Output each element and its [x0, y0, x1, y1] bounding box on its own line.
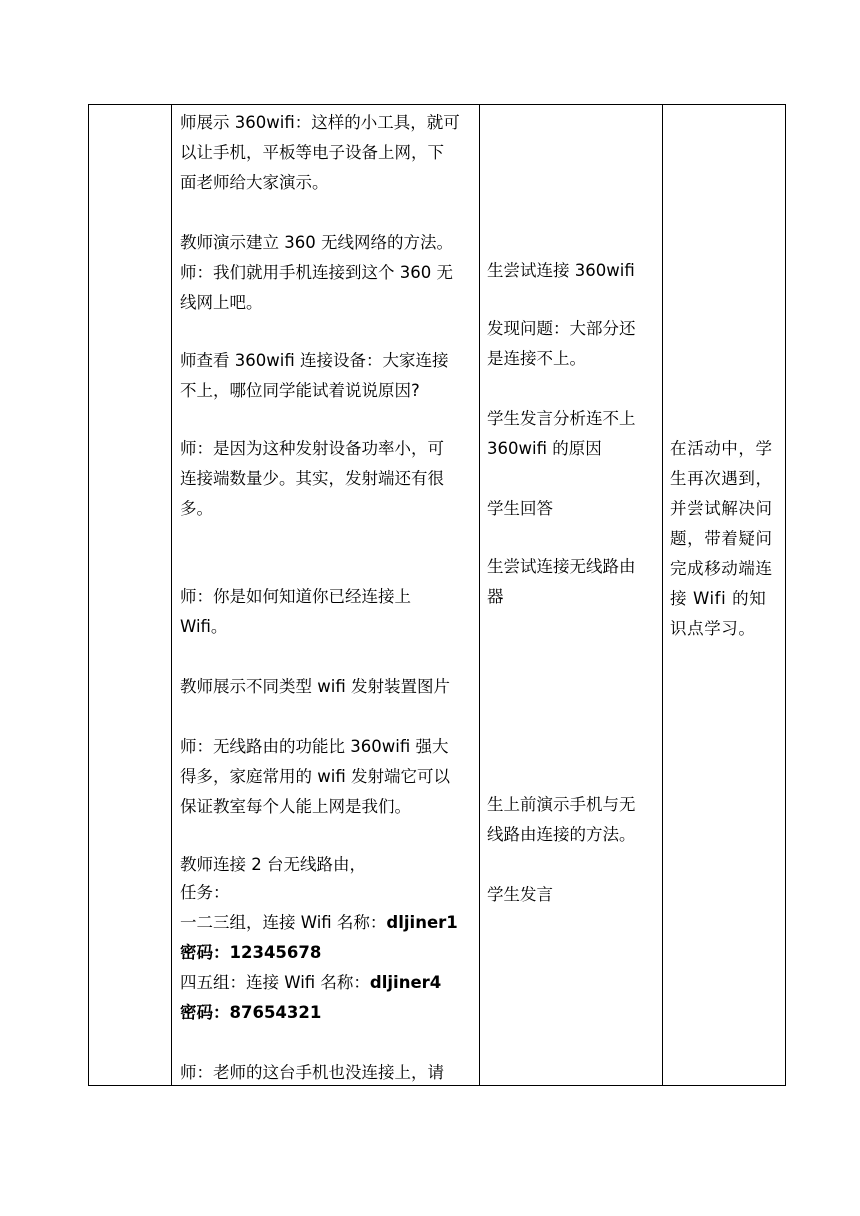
table-divider-2 — [479, 104, 480, 1086]
teacher-text-line: 师查看 360wifi 连接设备：大家连接 — [180, 351, 449, 370]
table-top-border — [88, 104, 786, 105]
table-divider-1 — [171, 104, 172, 1086]
group2-task — [180, 968, 441, 998]
student-text-line: 生尝试连接 360wifi — [487, 261, 635, 280]
student-text-line: 学生发言分析连不上 — [487, 409, 636, 428]
student-text-line: 学生回答 — [487, 499, 553, 518]
teacher-last-line: 师：老师的这台手机也没连接上，请 — [180, 1063, 444, 1082]
group1-pwd-label: 密码： — [180, 943, 230, 962]
group2-prefix: 四五组：连接 Wifi 名称： — [180, 973, 370, 992]
intent-text-line: 题，带着疑问 — [670, 529, 773, 548]
student-text-line: 生上前演示手机与无 — [487, 795, 636, 814]
teacher-text-line: 保证教室每个人能上网是我们。 — [180, 797, 411, 816]
intent-text-line: 完成移动端连 — [670, 559, 773, 578]
table-border-left — [88, 104, 89, 1086]
group2-pwd-label: 密码： — [180, 1003, 230, 1022]
teacher-text-line: 以让手机，平板等电子设备上网，下 — [180, 143, 444, 162]
student-text-line: 生尝试连接无线路由 — [487, 557, 636, 576]
group2-ssid: dljiner4 — [369, 973, 442, 992]
teacher-text-line: 教师展示不同类型 wifi 发射装置图片 — [180, 677, 450, 696]
group1-prefix: 一二三组，连接 Wifi 名称： — [180, 913, 387, 932]
table-divider-3 — [662, 104, 663, 1086]
teacher-text-line: 多。 — [180, 499, 213, 518]
teacher-text-line: 师：是因为这种发射设备功率小，可 — [180, 439, 444, 458]
teacher-text-line: 师：无线路由的功能比 360wifi 强大 — [180, 737, 449, 756]
student-text-line: 是连接不上。 — [487, 349, 586, 368]
student-text-line: 360wifi 的原因 — [487, 439, 602, 458]
teacher-text-line: 线网上吧。 — [180, 293, 263, 312]
group1-task — [180, 908, 458, 938]
student-text-line: 发现问题：大部分还 — [487, 319, 636, 338]
group1-ssid: dljiner1 — [386, 913, 458, 932]
teacher-text-line: Wifi。 — [180, 617, 228, 636]
group1-pwd: 12345678 — [229, 943, 322, 962]
intent-text-line: 接 Wifi 的知 — [670, 589, 767, 608]
intent-text-line: 识点学习。 — [670, 619, 756, 638]
teacher-text-line: 不上，哪位同学能试着说说原因? — [180, 381, 420, 400]
intent-text-line: 生再次遇到， — [670, 469, 773, 488]
group2-pwd: 87654321 — [229, 1003, 322, 1022]
teacher-text-line: 教师演示建立 360 无线网络的方法。 — [180, 233, 453, 252]
group2-password — [180, 998, 321, 1028]
teacher-text-line: 师：我们就用手机连接到这个 360 无 — [180, 263, 453, 282]
teacher-text-line: 得多，家庭常用的 wifi 发射端它可以 — [180, 767, 450, 786]
intent-text-line: 并尝试解决问 — [670, 499, 773, 518]
group1-password — [180, 938, 321, 968]
teacher-text-line: 教师连接 2 台无线路由， — [180, 855, 366, 874]
teacher-text-line: 连接端数量少。其实，发射端还有很 — [180, 469, 444, 488]
teacher-text-line: 师展示 360wifi：这样的小工具，就可 — [180, 113, 460, 132]
teacher-text-line: 任务： — [180, 883, 230, 902]
intent-text-line: 在活动中，学 — [670, 439, 773, 458]
teacher-text-line: 师：你是如何知道你已经连接上 — [180, 587, 411, 606]
table-border-right — [785, 104, 786, 1086]
student-text-line: 学生发言 — [487, 885, 553, 904]
student-text-line: 器 — [487, 587, 504, 606]
student-text-line: 线路由连接的方法。 — [487, 825, 636, 844]
teacher-text-line: 面老师给大家演示。 — [180, 173, 329, 192]
